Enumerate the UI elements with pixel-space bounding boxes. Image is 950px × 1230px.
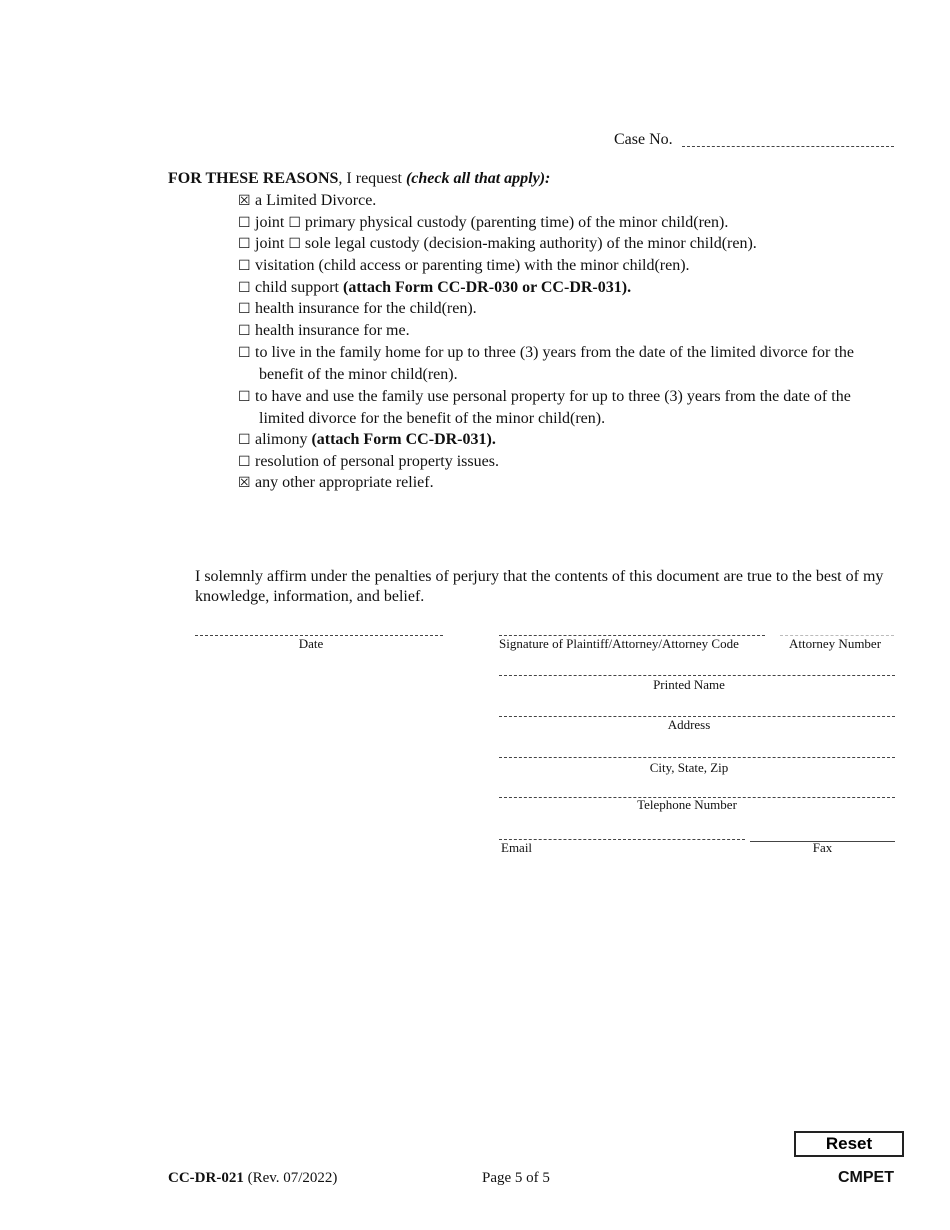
attorney-number-caption: Attorney Number	[788, 636, 882, 651]
footer-form-code	[168, 1170, 337, 1187]
city-state-zip-field[interactable]	[499, 757, 895, 758]
email-field[interactable]	[499, 839, 745, 840]
option-text: alimony	[255, 431, 312, 448]
option-text: health insurance for the child(ren).	[255, 300, 477, 317]
reset-button[interactable]: Reset	[794, 1131, 904, 1157]
reasons-heading	[168, 170, 550, 188]
fax-caption: Fax	[812, 840, 833, 855]
option-child-support	[238, 277, 908, 299]
signature-caption: Signature of Plaintiff/Attorney/Attorney Code	[499, 636, 739, 651]
option-personal-property-use	[238, 386, 908, 430]
option-text-line1: to have and use the family use personal property for up to three (3) years from the date of the	[255, 388, 851, 405]
option-text: primary physical custody (parenting time) of the minor child(ren).	[304, 214, 729, 231]
alimony-checkbox[interactable]: ☐	[238, 432, 251, 448]
affirmation-text: I solemnly affirm under the penalties of perjury that the contents of this document are true to the best of my knowledge, information, and belief.	[195, 568, 884, 605]
telephone-caption: Telephone Number	[637, 797, 737, 812]
physical-custody-primary-checkbox[interactable]: ☐	[288, 215, 301, 231]
form-code: CC-DR-021	[168, 1170, 244, 1186]
option-limited-divorce	[238, 190, 908, 212]
visitation-checkbox[interactable]: ☐	[238, 258, 251, 274]
reasons-instruction: (check all that apply):	[405, 170, 551, 187]
option-text: visitation (child access or parenting time) with the minor child(ren).	[255, 257, 690, 274]
reasons-middle: , I request	[338, 170, 406, 187]
option-text: sole legal custody (decision-making authority) of the minor child(ren).	[304, 235, 757, 252]
reasons-lead: FOR THESE REASONS	[168, 170, 339, 187]
option-text: any other appropriate relief.	[255, 474, 434, 491]
option-text: resolution of personal property issues.	[255, 453, 499, 470]
option-attach-note: (attach Form CC-DR-030 or CC-DR-031).	[343, 279, 632, 296]
option-other-relief	[238, 472, 908, 494]
printed-name-field[interactable]	[499, 675, 895, 676]
other-relief-checkbox[interactable]: ☒	[238, 475, 251, 491]
option-text-line2: benefit of the minor child(ren).	[259, 366, 458, 383]
option-health-children	[238, 298, 908, 320]
option-text-line1: to live in the family home for up to three (3) years from the date of the limited divorce for the	[255, 344, 854, 361]
date-caption: Date	[298, 636, 324, 651]
family-home-checkbox[interactable]: ☐	[238, 345, 251, 361]
option-family-home	[238, 342, 908, 386]
legal-custody-joint-checkbox[interactable]: ☐	[238, 236, 251, 252]
address-caption: Address	[667, 717, 711, 732]
case-no-field[interactable]	[682, 146, 894, 147]
option-alimony	[238, 429, 908, 451]
option-property-issues	[238, 451, 908, 473]
option-text: a Limited Divorce.	[255, 192, 377, 209]
option-attach-note: (attach Form CC-DR-031).	[311, 431, 496, 448]
option-legal-custody	[238, 233, 908, 255]
health-children-checkbox[interactable]: ☐	[238, 301, 251, 317]
email-caption: Email	[501, 840, 533, 855]
option-joint-label: joint	[255, 235, 285, 252]
option-joint-label: joint	[255, 214, 285, 231]
option-physical-custody	[238, 212, 908, 234]
case-no-label: Case No.	[614, 131, 673, 148]
limited-divorce-checkbox[interactable]: ☒	[238, 193, 251, 209]
option-text: health insurance for me.	[255, 322, 410, 339]
legal-custody-sole-checkbox[interactable]: ☐	[288, 236, 301, 252]
option-text: child support	[255, 279, 343, 296]
health-me-checkbox[interactable]: ☐	[238, 323, 251, 339]
form-id: CMPET	[838, 1169, 894, 1186]
physical-custody-joint-checkbox[interactable]: ☐	[238, 215, 251, 231]
option-health-me	[238, 320, 908, 342]
personal-property-use-checkbox[interactable]: ☐	[238, 389, 251, 405]
page-number: Page 5 of 5	[482, 1170, 550, 1186]
form-revision: (Rev. 07/2022)	[243, 1170, 338, 1186]
option-text-line2: limited divorce for the benefit of the minor child(ren).	[259, 410, 606, 427]
printed-name-caption: Printed Name	[653, 677, 725, 692]
city-state-zip-caption: City, State, Zip	[649, 760, 729, 775]
child-support-checkbox[interactable]: ☐	[238, 280, 251, 296]
property-issues-checkbox[interactable]: ☐	[238, 454, 251, 470]
option-visitation	[238, 255, 908, 277]
